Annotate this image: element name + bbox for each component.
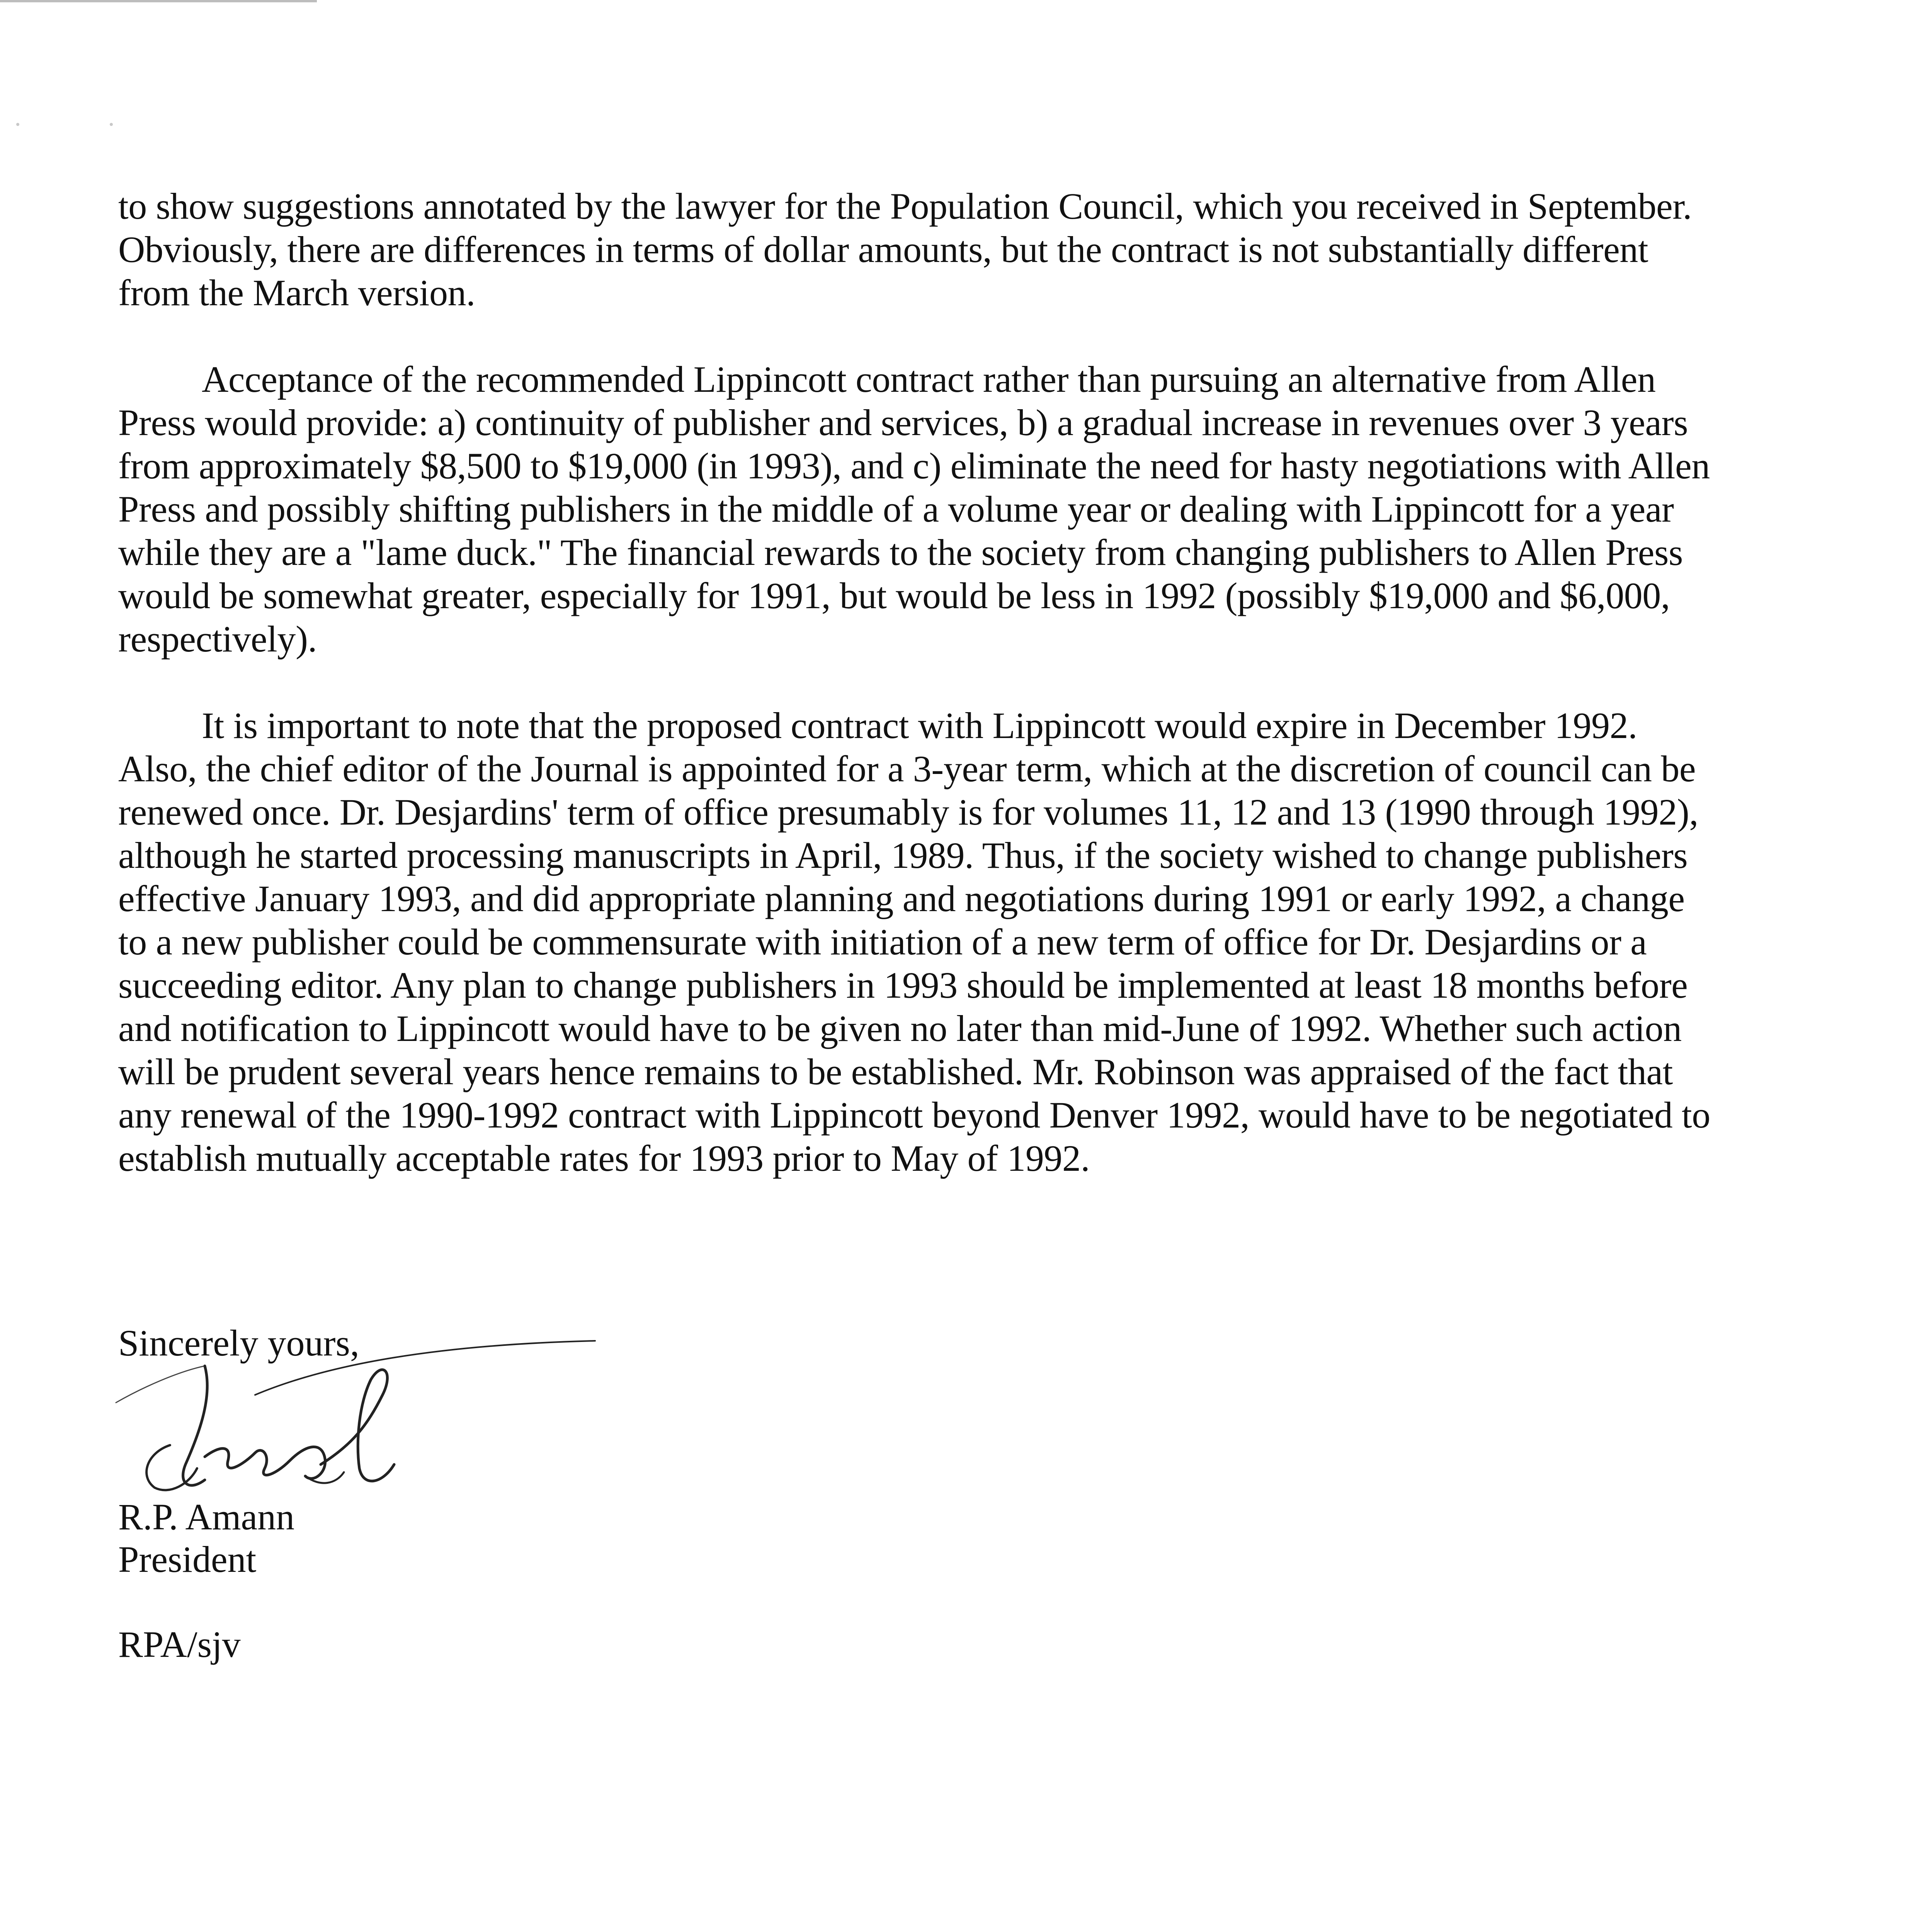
- paragraph-contract-expiry: It is important to note that the proposed contract with Lippincott would expire in December 1992. Also, the chief editor of the Journal is appointed for a 3-year term, which at the discretion of council can be renewed once. Dr. Desjardins' term of office presumably is for volumes 11, 12 and 13 (1990 through 1992), although he started processing manuscripts in April, 1989. Thus, if the society wished to change publishers effective January 1993, and did appropriate planning and negotiations during 1991 or early 1992, a change to a new publisher could be commensurate with initiation of a new term of office for Dr. Desjardins or a succeeding editor. Any plan to change publishers in 1993 should be implemented at least 18 months before and notification to Lippincott would have to be given no later than mid-June of 1992. Whether such action will be prudent several years hence remains to be established. Mr. Robinson was appraised of the fact that any renewal of the 1990-1992 contract with Lippincott beyond Denver 1992, would have to be negotiated to establish mutually acceptable rates for 1993 prior to May of 1992.: [118, 705, 1710, 1179]
- letter-body: [118, 185, 1722, 1223]
- reference-initials: RPA/sjv: [118, 1624, 241, 1665]
- scan-speck: [16, 123, 19, 126]
- signer-title: President: [118, 1539, 257, 1580]
- scan-speck: [110, 123, 113, 126]
- paragraph-lippincott-acceptance: Acceptance of the recommended Lippincott contract rather than pursuing an alternative from Allen Press would provide: a) continuity of publisher and services, b) a gradual increase in revenues over 3 years from approximately $8,500 to $19,000 (in 1993), and c) eliminate the need for hasty negotiations with Allen Press and possibly shifting publishers in the middle of a volume year or dealing with Lippincott for a year while they are a "lame duck." The financial rewards to the society from changing publishers to Allen Press would be somewhat greater, especially for 1991, but would be less in 1992 (possibly $19,000 and $6,000, respectively).: [118, 359, 1710, 660]
- closing-salutation: Sincerely yours,: [118, 1322, 359, 1364]
- signer-name: R.P. Amann: [118, 1496, 295, 1537]
- top-edge-rule: [0, 0, 317, 2]
- paragraph-continuation: to show suggestions annotated by the lawyer for the Population Council, which you received in September. Obviously, there are differences in terms of dollar amounts, but the contract is not substantially different from the March version.: [118, 185, 1692, 313]
